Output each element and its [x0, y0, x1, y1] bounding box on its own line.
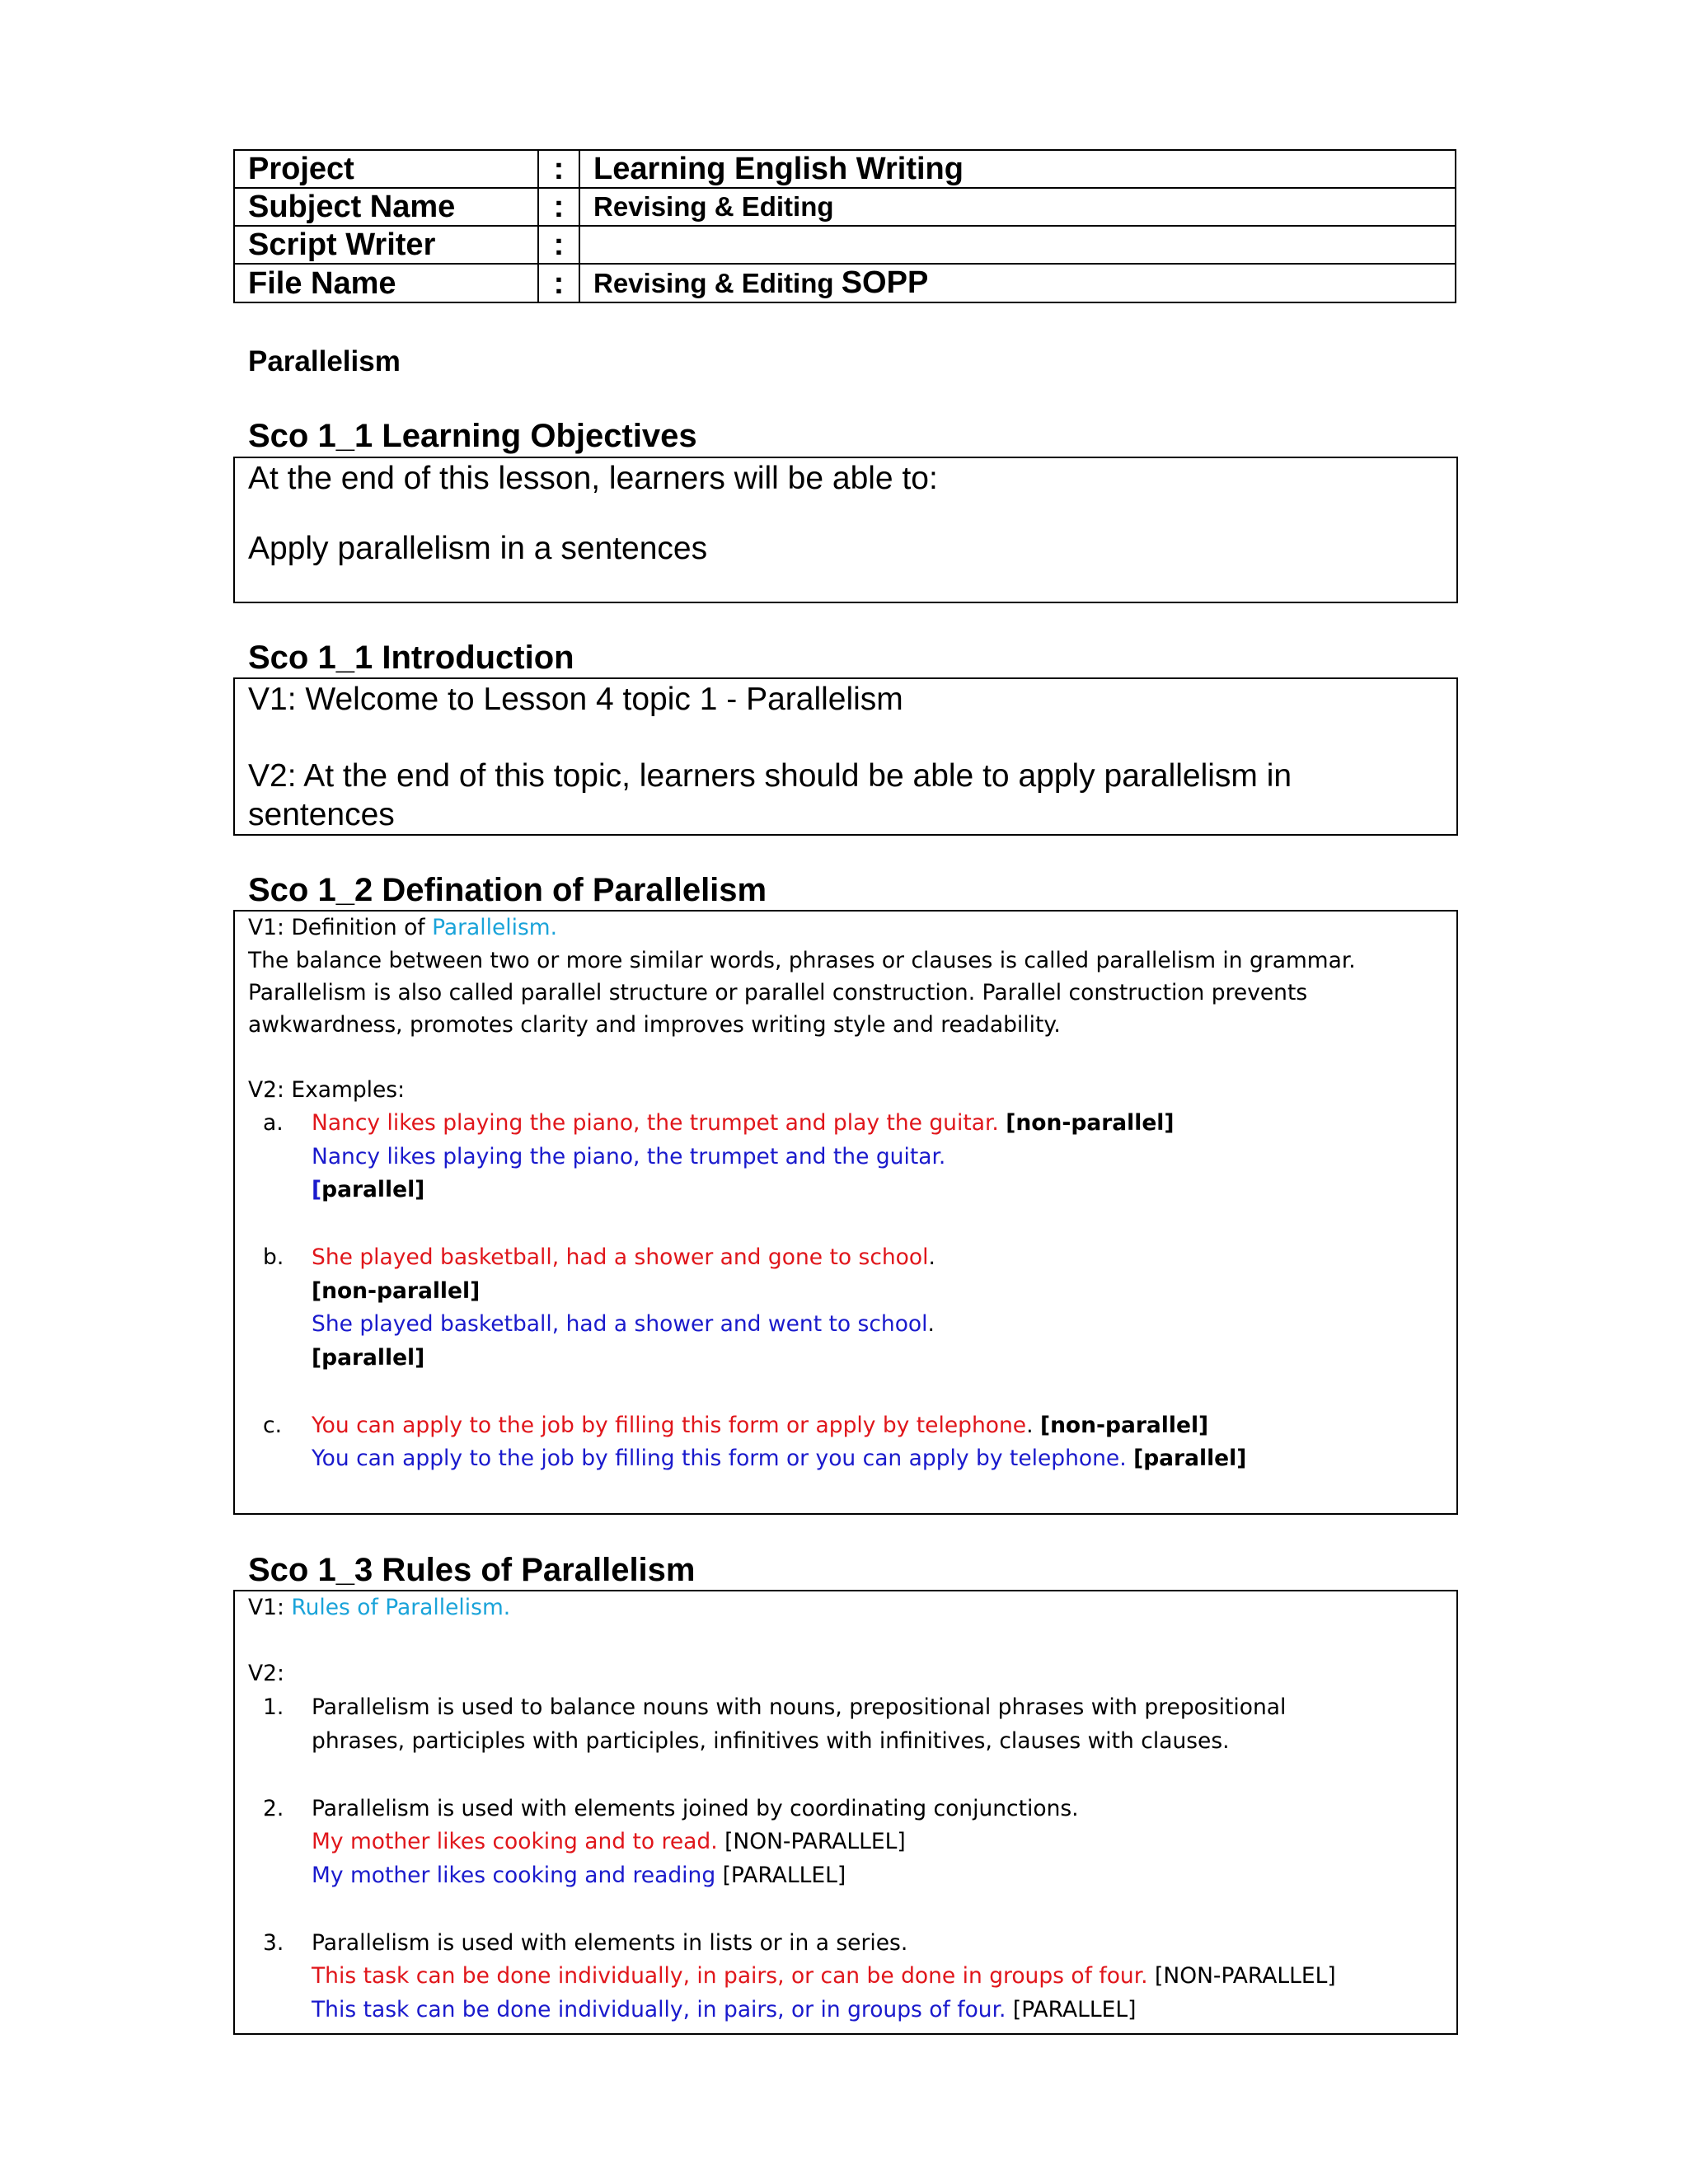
colon: : — [538, 150, 579, 188]
definition-v2: V2: Examples: — [248, 1077, 406, 1103]
parallel-sentence: My mother likes cooking and reading — [312, 1863, 716, 1888]
rule-3-example2 — [312, 1994, 1137, 2027]
rule-1-marker: 1. — [263, 1694, 284, 1720]
non-parallel-tag: [NON-PARALLEL] — [724, 1829, 906, 1854]
header-row-writer — [234, 226, 1456, 264]
parallel-tag: parallel] — [321, 1177, 425, 1202]
example-b-non-parallel-tag: [non-parallel] — [312, 1278, 481, 1304]
project-label: Project — [234, 150, 538, 188]
file-value — [579, 264, 1456, 302]
non-parallel-tag: [non-parallel] — [1039, 1413, 1209, 1438]
definition-p2: Parallelism is also called parallel structure or parallel construction. Parallel construction prevents — [248, 980, 1308, 1005]
parallelism-link[interactable]: Parallelism. — [432, 915, 558, 940]
v1-prefix: V1: Definition of — [248, 915, 433, 940]
example-c-line1 — [312, 1409, 1208, 1442]
example-b-marker: b. — [263, 1244, 284, 1270]
non-parallel-sentence: You can apply to the job by filling this form or apply by telephone — [312, 1413, 1027, 1438]
definition-p1: The balance between two or more similar words, phrases or clauses is called parallelism in grammar. — [248, 948, 1356, 973]
example-c-marker: c. — [263, 1413, 282, 1438]
example-b-line3 — [312, 1308, 935, 1341]
rule-2-text: Parallelism is used with elements joined by coordinating conjunctions. — [312, 1796, 1079, 1821]
rules-link[interactable]: Rules of Parallelism. — [291, 1595, 511, 1620]
intro-v2b: sentences — [248, 797, 395, 832]
non-parallel-sentence: She played basketball, had a shower and gone to school — [312, 1244, 929, 1270]
objectives-line2: Apply parallelism in a sentences — [248, 531, 708, 566]
parallel-sentence: You can apply to the job by filling this form or you can apply by telephone. — [312, 1446, 1127, 1471]
non-parallel-sentence: Nancy likes playing the piano, the trumpet and play the guitar. — [312, 1110, 999, 1136]
header-row-file — [234, 264, 1456, 302]
rule-1-line2: phrases, participles with participles, infinitives with infinitives, clauses with clauses. — [312, 1728, 1230, 1754]
file-value-b: SOPP — [841, 265, 929, 300]
header-row-project — [234, 150, 1456, 188]
non-parallel-tag: [NON-PARALLEL] — [1155, 1963, 1336, 1989]
rule-2-example1 — [312, 1825, 906, 1858]
writer-label: Script Writer — [234, 226, 538, 264]
example-b-line1 — [312, 1241, 935, 1274]
intro-v1: V1: Welcome to Lesson 4 topic 1 - Parallelism — [248, 682, 903, 717]
parallel-tag: [parallel] — [1133, 1446, 1247, 1471]
intro-v2a: V2: At the end of this topic, learners should be able to apply parallelism in — [248, 758, 1292, 794]
non-parallel-tag: [non-parallel] — [1006, 1110, 1175, 1136]
non-parallel-sentence: My mother likes cooking and to read. — [312, 1829, 718, 1854]
writer-value — [579, 226, 1456, 264]
intro-title: Sco 1_1 Introduction — [248, 640, 574, 676]
subject-value: Revising & Editing — [579, 188, 1456, 226]
tag-bracket: [ — [312, 1177, 322, 1202]
header-table — [233, 149, 1456, 303]
parallel-sentence: She played basketball, had a shower and went to school — [312, 1311, 928, 1337]
subject-label: Subject Name — [234, 188, 538, 226]
rules-title: Sco 1_3 Rules of Parallelism — [248, 1552, 696, 1588]
non-parallel-sentence: This task can be done individually, in pairs, or can be done in groups of four. — [312, 1963, 1148, 1989]
rules-v2: V2: — [248, 1661, 284, 1686]
example-b-parallel-tag: [parallel] — [312, 1345, 425, 1371]
parallel-sentence: This task can be done individually, in pairs, or in groups of four. — [312, 1997, 1006, 2022]
rule-3-example1 — [312, 1960, 1336, 1993]
definition-box — [233, 910, 1458, 1515]
rule-2-marker: 2. — [263, 1796, 284, 1821]
example-c-line2 — [312, 1442, 1246, 1475]
definition-title: Sco 1_2 Defination of Parallelism — [248, 872, 767, 908]
v1-prefix: V1: — [248, 1595, 292, 1620]
colon: : — [538, 264, 579, 302]
intro-box — [233, 677, 1458, 836]
parallel-tag: [PARALLEL] — [722, 1863, 846, 1888]
objectives-box — [233, 457, 1458, 603]
example-a-line1 — [312, 1107, 1174, 1140]
period: . — [928, 1244, 935, 1270]
rule-2-example2 — [312, 1859, 846, 1892]
project-value: Learning English Writing — [579, 150, 1456, 188]
period: . — [1026, 1413, 1034, 1438]
rules-box — [233, 1590, 1458, 2035]
rule-3-text: Parallelism is used with elements in lists or in a series. — [312, 1930, 908, 1956]
file-label: File Name — [234, 264, 538, 302]
topic-heading: Parallelism — [248, 345, 401, 377]
objectives-line1: At the end of this lesson, learners will be able to: — [248, 461, 938, 496]
rule-3-marker: 3. — [263, 1930, 284, 1956]
example-a-marker: a. — [263, 1110, 284, 1136]
definition-p3: awkwardness, promotes clarity and improves writing style and readability. — [248, 1012, 1061, 1038]
rules-v1 — [248, 1591, 510, 1624]
parallel-tag: [PARALLEL] — [1012, 1997, 1137, 2022]
header-row-subject — [234, 188, 1456, 226]
definition-v1 — [248, 912, 557, 944]
example-a-parallel-sentence: Nancy likes playing the piano, the trumpet and the guitar. — [312, 1144, 946, 1169]
rule-1-line1: Parallelism is used to balance nouns with nouns, prepositional phrases with prepositional — [312, 1694, 1287, 1720]
example-a-parallel-tag — [312, 1174, 424, 1207]
objectives-title: Sco 1_1 Learning Objectives — [248, 418, 697, 454]
colon: : — [538, 188, 579, 226]
period: . — [927, 1311, 935, 1337]
colon: : — [538, 226, 579, 264]
file-value-a: Revising & Editing — [593, 268, 842, 298]
